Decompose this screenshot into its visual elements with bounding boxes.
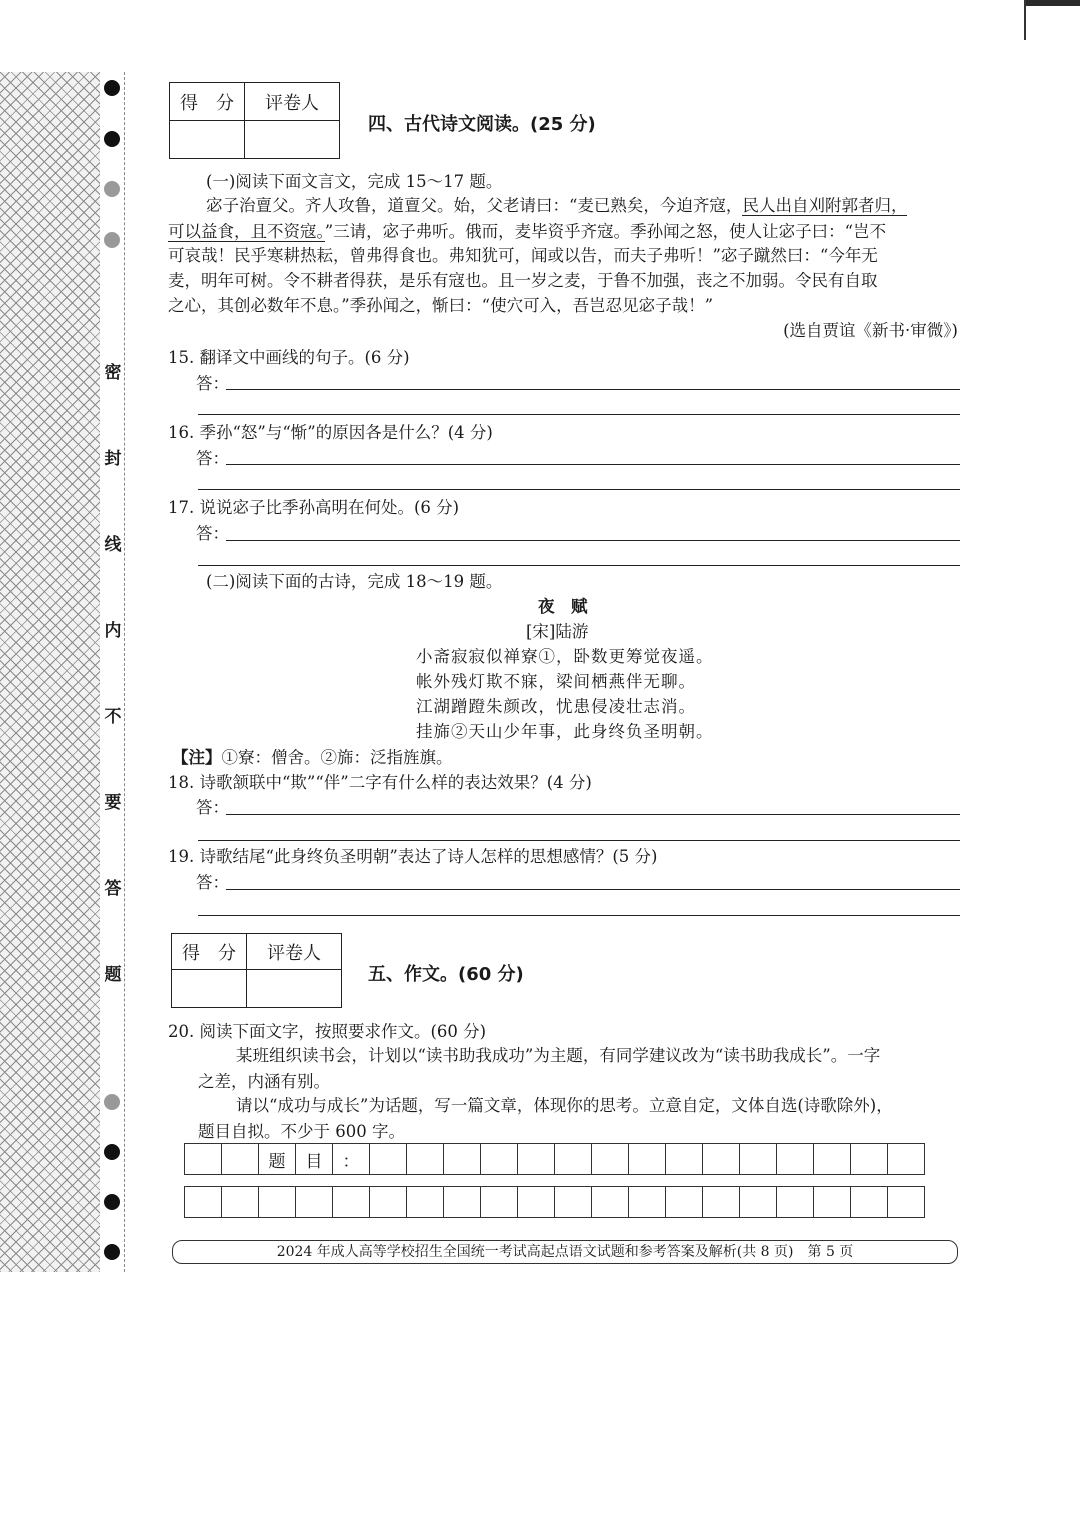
poem-note: 【注】①寮：僧舍。②旆：泛指旌旗。: [172, 748, 453, 767]
answer-line[interactable]: [226, 889, 960, 890]
seal-char: 封: [102, 448, 124, 470]
grid-cell[interactable]: [888, 1144, 925, 1175]
passage-line: 可以益食，且不资寇。”三请，宓子弗听。俄而，麦毕资乎齐寇。季孙闻之怒，使人让宓子曰：“岂不: [168, 222, 887, 241]
binding-hole-icon: [104, 131, 120, 147]
passage-line: 之心，其创必数年不息。”季孙闻之，惭曰：“使穴可入，吾岂忍见宓子哉！”: [168, 296, 714, 315]
poem-line: 小斋寂寂似禅寮①，卧数更筹觉夜遥。: [416, 647, 714, 666]
answer-line[interactable]: [198, 840, 960, 841]
score-cell[interactable]: [170, 121, 245, 159]
grid-cell[interactable]: [555, 1144, 592, 1175]
question-15: 15. 翻译文中画线的句子。(6 分): [168, 348, 410, 367]
grid-cell[interactable]: [370, 1144, 407, 1175]
binding-hole-icon: [104, 232, 120, 248]
grid-cell[interactable]: [185, 1187, 222, 1218]
essay-writing-grid[interactable]: [184, 1186, 925, 1218]
passage-source: (选自贾谊《新书·审微》): [783, 321, 958, 340]
grid-cell: 目: [296, 1144, 333, 1175]
grid-cell[interactable]: [407, 1144, 444, 1175]
answer-line[interactable]: [198, 489, 960, 490]
answer-line[interactable]: [198, 565, 960, 566]
question-19: 19. 诗歌结尾“此身终负圣明朝”表达了诗人怎样的思想感情？(5 分): [168, 847, 658, 866]
grid-cell[interactable]: [296, 1187, 333, 1218]
grid-cell[interactable]: [777, 1144, 814, 1175]
score-header: 得 分: [170, 83, 245, 121]
grid-cell[interactable]: [629, 1187, 666, 1218]
grid-cell[interactable]: [518, 1144, 555, 1175]
grid-cell: 题: [259, 1144, 296, 1175]
binding-hole-icon: [104, 80, 120, 96]
seal-char: 题: [102, 964, 124, 986]
grid-cell[interactable]: [333, 1187, 370, 1218]
grid-cell[interactable]: [851, 1144, 888, 1175]
grid-cell[interactable]: [481, 1187, 518, 1218]
grid-cell[interactable]: [444, 1187, 481, 1218]
poem-line: 帐外残灯欺不寐，梁间栖燕伴无聊。: [416, 672, 696, 691]
section-title: 五、作文。(60 分): [368, 964, 524, 985]
grid-cell[interactable]: [407, 1187, 444, 1218]
grid-cell[interactable]: [222, 1187, 259, 1218]
essay-prompt-line: 题目自拟。不少于 600 字。: [198, 1122, 405, 1141]
binding-hole-icon: [104, 1194, 120, 1210]
grid-cell[interactable]: [851, 1187, 888, 1218]
grid-cell[interactable]: [518, 1187, 555, 1218]
seal-char: 答: [102, 878, 124, 900]
grid-cell[interactable]: [740, 1144, 777, 1175]
grid-cell[interactable]: [666, 1187, 703, 1218]
grader-header: 评卷人: [245, 83, 340, 121]
grid-cell[interactable]: [666, 1144, 703, 1175]
grid-cell[interactable]: [222, 1144, 259, 1175]
grid-cell[interactable]: [703, 1144, 740, 1175]
essay-prompt-line: 请以“成功与成长”为话题，写一篇文章，体现你的思考。立意自定，文体自选(诗歌除外)，: [236, 1096, 893, 1115]
answer-line[interactable]: [226, 464, 960, 465]
answer-label: 答：: [196, 524, 229, 543]
grid-cell[interactable]: [814, 1187, 851, 1218]
grid-cell[interactable]: [592, 1187, 629, 1218]
binding-hole-icon: [104, 1094, 120, 1110]
part-intro: (二)阅读下面的古诗，完成 18～19 题。: [206, 572, 503, 591]
score-box: [171, 933, 342, 1008]
answer-label: 答：: [196, 449, 229, 468]
answer-line[interactable]: [226, 814, 960, 815]
poem-author: [宋]陆游: [526, 622, 589, 641]
section-title: 四、古代诗文阅读。(25 分): [368, 114, 596, 135]
seal-char: 不: [102, 706, 124, 728]
question-20: 20. 阅读下面文字，按照要求作文。(60 分): [168, 1022, 487, 1041]
grid-cell[interactable]: [629, 1144, 666, 1175]
grid-cell[interactable]: [185, 1144, 222, 1175]
passage-line: 宓子治亶父。齐人攻鲁，道亶父。始，父老请曰：“麦已熟矣，今迫齐寇，民人出自刈附郭者归，: [206, 196, 908, 215]
poem-line: 江湖蹭蹬朱颜改，忧患侵凌壮志消。: [416, 697, 696, 716]
binding-hole-icon: [104, 1144, 120, 1160]
grid-cell[interactable]: [703, 1187, 740, 1218]
seal-char: 要: [102, 792, 124, 814]
page-footer: 2024 年成人高等学校招生全国统一考试高起点语文试题和参考答案及解析(共 8 页) 第 5 页: [172, 1240, 958, 1264]
grid-cell[interactable]: [592, 1144, 629, 1175]
grid-cell[interactable]: [777, 1187, 814, 1218]
question-16: 16. 季孙“怒”与“惭”的原因各是什么？(4 分): [168, 423, 493, 442]
score-cell[interactable]: [172, 970, 247, 1008]
essay-title-grid[interactable]: [184, 1143, 925, 1175]
poem-title: 夜 赋: [538, 597, 588, 616]
essay-prompt-line: 之差，内涵有别。: [198, 1072, 330, 1091]
essay-prompt-line: 某班组织读书会，计划以“读书助我成功”为主题，有同学建议改为“读书助我成长”。一字: [236, 1046, 881, 1065]
binding-hole-icon: [104, 1244, 120, 1260]
underlined-sentence: 可以益食，且不资寇。: [168, 222, 325, 241]
score-box: [169, 82, 340, 159]
grader-cell[interactable]: [247, 970, 342, 1008]
seal-char: 内: [102, 620, 124, 642]
grid-cell[interactable]: [814, 1144, 851, 1175]
question-18: 18. 诗歌颔联中“欺”“伴”二字有什么样的表达效果？(4 分): [168, 773, 592, 792]
grader-header: 评卷人: [247, 934, 342, 970]
grid-cell[interactable]: [740, 1187, 777, 1218]
grid-cell[interactable]: [370, 1187, 407, 1218]
underlined-sentence: 民人出自刈附郭者归，: [742, 196, 908, 215]
answer-label: 答：: [196, 374, 229, 393]
answer-line[interactable]: [198, 414, 960, 415]
grid-cell[interactable]: [555, 1187, 592, 1218]
scan-edge-mark: [1026, 0, 1080, 6]
passage-line: 可哀哉！民乎寒耕热耘，曾弗得食也。弗知犹可，闻或以告，而夫子弗听！”宓子蹴然曰：“今年无: [168, 246, 878, 265]
seal-char: 线: [102, 534, 124, 556]
answer-label: 答：: [196, 873, 229, 892]
answer-label: 答：: [196, 798, 229, 817]
binding-hole-icon: [104, 181, 120, 197]
grid-cell[interactable]: [888, 1187, 925, 1218]
grid-cell[interactable]: [481, 1144, 518, 1175]
answer-line[interactable]: [226, 540, 960, 541]
binding-dashed-line: [124, 72, 125, 1272]
answer-line[interactable]: [226, 389, 960, 390]
seal-char: 密: [102, 362, 124, 384]
grid-cell: ：: [333, 1144, 370, 1175]
grid-cell[interactable]: [444, 1144, 481, 1175]
passage-line: 麦，明年可树。令不耕者得获，是乐有寇也。且一岁之麦，于鲁不加强，丧之不加弱。令民有自取: [168, 271, 878, 290]
part-intro: (一)阅读下面文言文，完成 15～17 题。: [206, 172, 503, 191]
score-header: 得 分: [172, 934, 247, 970]
binding-margin-pattern: [0, 72, 100, 1272]
poem-line: 挂旆②天山少年事，此身终负圣明朝。: [416, 722, 714, 741]
question-17: 17. 说说宓子比季孙高明在何处。(6 分): [168, 498, 460, 517]
answer-line[interactable]: [198, 915, 960, 916]
scan-edge-mark: [1024, 0, 1026, 40]
grader-cell[interactable]: [245, 121, 340, 159]
grid-cell[interactable]: [259, 1187, 296, 1218]
